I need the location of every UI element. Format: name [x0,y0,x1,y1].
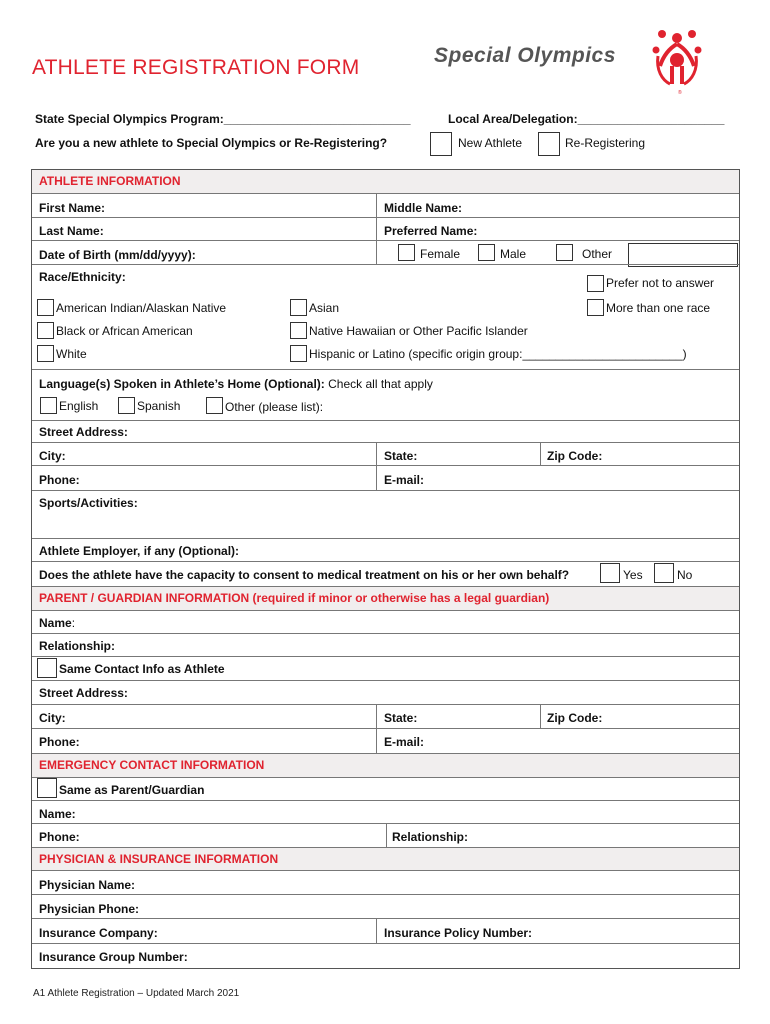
guardian-state-field[interactable]: State: [384,711,418,725]
american-indian-label: American Indian/Alaskan Native [56,301,227,315]
white-checkbox[interactable] [37,345,54,362]
more-than-one-label: More than one race [606,301,711,315]
email-field[interactable]: E-mail: [384,473,425,487]
state-field[interactable]: State: [384,449,418,463]
physician-section-title: PHYSICIAN & INSURANCE INFORMATION [39,852,279,866]
guardian-city-field[interactable]: City: [39,711,66,725]
prefer-not-checkbox[interactable] [587,275,604,292]
consent-yes-label: Yes [623,568,643,582]
athlete-employer-field[interactable]: Athlete Employer, if any (Optional): [39,544,240,558]
languages-label-bold: Language(s) Spoken in Athlete’s Home (Optional): [39,377,325,391]
english-label: English [59,399,99,413]
more-than-one-checkbox[interactable] [587,299,604,316]
guardian-phone-field[interactable]: Phone: [39,735,80,749]
consent-no-label: No [677,568,693,582]
sports-activities-field[interactable]: Sports/Activities: [39,496,138,510]
emergency-phone-field[interactable]: Phone: [39,830,80,844]
new-athlete-checkbox[interactable] [430,132,452,156]
reregistering-label: Re-Registering [565,136,646,150]
black-checkbox[interactable] [37,322,54,339]
spanish-checkbox[interactable] [118,397,135,414]
other-gender-label: Other [582,247,613,261]
hispanic-checkbox[interactable] [290,345,307,362]
physician-phone-field[interactable]: Physician Phone: [39,902,140,916]
hispanic-label: Hispanic or Latino (specific origin group:________________________) [309,347,687,361]
zip-code-field[interactable]: Zip Code: [547,449,603,463]
female-checkbox[interactable] [398,244,415,261]
form-title: ATHLETE REGISTRATION FORM [32,56,360,79]
guardian-name-field[interactable] [39,616,75,630]
guardian-email-field[interactable]: E-mail: [384,735,425,749]
logo-wordmark: Special Olympics [434,44,616,67]
guardian-section-title: PARENT / GUARDIAN INFORMATION (required if minor or otherwise has a legal guardian) [39,591,550,605]
reregistering-checkbox[interactable] [538,132,560,156]
emergency-section-title: EMERGENCY CONTACT INFORMATION [39,758,265,772]
guardian-zip-field[interactable]: Zip Code: [547,711,603,725]
local-area-field[interactable]: Local Area/Delegation:______________________ [448,112,725,126]
athlete-section-title: ATHLETE INFORMATION [39,174,181,188]
male-checkbox[interactable] [478,244,495,261]
same-contact-label: Same Contact Info as Athlete [59,662,225,676]
race-ethnicity-label: Race/Ethnicity: [39,270,126,284]
asian-label: Asian [309,301,340,315]
emergency-name-field[interactable]: Name: [39,807,76,821]
male-label: Male [500,247,527,261]
spanish-label: Spanish [137,399,181,413]
asian-checkbox[interactable] [290,299,307,316]
new-athlete-label: New Athlete [458,136,523,150]
guardian-name-colon: : [71,616,76,630]
black-label: Black or African American [56,324,193,338]
same-as-parent-checkbox[interactable] [37,778,57,798]
same-contact-checkbox[interactable] [37,658,57,678]
state-program-field[interactable]: State Special Olympics Program:____________________________ [35,112,411,126]
dob-field[interactable]: Date of Birth (mm/dd/yyyy): [39,248,196,262]
middle-name-field[interactable]: Middle Name: [384,201,463,215]
guardian-street-field[interactable]: Street Address: [39,686,128,700]
physician-name-field[interactable]: Physician Name: [39,878,136,892]
languages-label [39,377,433,391]
insurance-policy-field[interactable]: Insurance Policy Number: [384,926,533,940]
new-or-reregister-question: Are you a new athlete to Special Olympics or Re-Registering? [35,136,388,150]
guardian-name-label: Name [39,616,72,630]
consent-question: Does the athlete have the capacity to consent to medical treatment on his or her own behalf? [39,568,570,582]
last-name-field[interactable]: Last Name: [39,224,104,238]
street-address-field[interactable]: Street Address: [39,425,128,439]
female-label: Female [420,247,461,261]
white-label: White [56,347,87,361]
consent-no-checkbox[interactable] [654,563,674,583]
other-gender-checkbox[interactable] [556,244,573,261]
guardian-section-header [32,587,739,610]
footer-text: A1 Athlete Registration – Updated March 2021 [33,988,240,999]
city-field[interactable]: City: [39,449,66,463]
guardian-relationship-field[interactable]: Relationship: [39,639,116,653]
hawaiian-checkbox[interactable] [290,322,307,339]
languages-label-hint: Check all that apply [324,377,433,391]
emergency-section-header [32,754,739,777]
english-checkbox[interactable] [40,397,57,414]
american-indian-checkbox[interactable] [37,299,54,316]
prefer-not-label: Prefer not to answer [606,276,715,290]
insurance-company-field[interactable]: Insurance Company: [39,926,158,940]
insurance-group-field[interactable]: Insurance Group Number: [39,950,188,964]
consent-yes-checkbox[interactable] [600,563,620,583]
athlete-section-header [32,170,739,193]
hawaiian-label: Native Hawaiian or Other Pacific Islander [309,324,528,338]
svg-text:®: ® [678,90,682,96]
emergency-relationship-field[interactable]: Relationship: [392,830,469,844]
same-as-parent-label: Same as Parent/Guardian [59,783,205,797]
other-language-label: Other (please list): [225,400,324,414]
preferred-name-field[interactable]: Preferred Name: [384,224,478,238]
other-language-checkbox[interactable] [206,397,223,414]
physician-section-header [32,848,739,870]
phone-field[interactable]: Phone: [39,473,80,487]
special-olympics-logo-icon [652,26,702,96]
registration-form-table [31,169,740,969]
first-name-field[interactable]: First Name: [39,201,106,215]
